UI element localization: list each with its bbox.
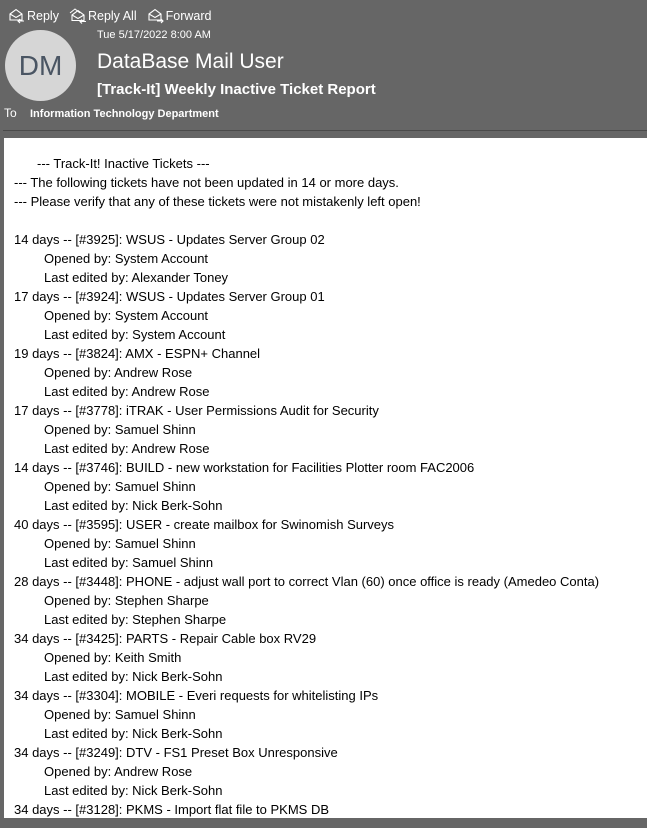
reply-icon [8,8,26,24]
ticket-last-edited-by: Last edited by: Nick Berk-Sohn [44,783,223,798]
message-toolbar [0,6,213,26]
ticket-entry [14,629,647,686]
reply-label: Reply [27,9,59,23]
intro-line-2: --- Please verify that any of these tickets were not mistakenly left open! [14,194,421,209]
ticket-last-edited-by: Last edited by: Andrew Rose [44,384,210,399]
ticket-summary: 19 days -- [#3824]: AMX - ESPN+ Channel [14,346,261,361]
reply-all-icon [69,8,87,24]
message-subject: [Track-It] Weekly Inactive Ticket Report [97,81,376,98]
ticket-opened-by: Opened by: Andrew Rose [44,365,193,380]
ticket-last-edited-by: Last edited by: System Account [44,327,226,342]
ticket-opened-by: Opened by: System Account [44,308,209,323]
sender-avatar[interactable] [5,30,76,101]
reply-all-label: Reply All [87,9,137,23]
ticket-entry [14,401,647,458]
ticket-entry [14,515,647,572]
spacer [14,211,647,230]
ticket-opened-by: Opened by: Samuel Shinn [44,479,196,494]
reply-all-button[interactable] [69,8,137,24]
forward-button[interactable] [147,8,212,24]
report-title: --- Track-It! Inactive Tickets --- [37,156,210,171]
ticket-entry [14,287,647,344]
ticket-opened-by: Opened by: Samuel Shinn [44,422,196,437]
ticket-summary: 34 days -- [#3425]: PARTS - Repair Cable box RV29 [14,631,317,646]
ticket-entry [14,458,647,515]
ticket-summary: 14 days -- [#3925]: WSUS - Updates Server Group 02 [14,232,325,247]
ticket-opened-by: Opened by: Andrew Rose [44,764,193,779]
ticket-entry [14,230,647,287]
ticket-entry [14,800,647,818]
ticket-last-edited-by: Last edited by: Andrew Rose [44,441,210,456]
reply-button[interactable] [8,8,59,24]
ticket-last-edited-by: Last edited by: Nick Berk-Sohn [44,669,223,684]
ticket-summary: 34 days -- [#3304]: MOBILE - Everi requests for whitelisting IPs [14,688,379,703]
ticket-last-edited-by: Last edited by: Samuel Shinn [44,555,214,570]
ticket-summary: 28 days -- [#3448]: PHONE - adjust wall port to correct Vlan (60) once office is ready (Amedeo Conta) [14,574,600,589]
ticket-summary: 14 days -- [#3746]: BUILD - new workstation for Facilities Plotter room FAC2006 [14,460,475,475]
header-divider [3,130,647,131]
ticket-last-edited-by: Last edited by: Alexander Toney [44,270,229,285]
ticket-entry [14,743,647,800]
ticket-summary: 34 days -- [#3249]: DTV - FS1 Preset Box Unresponsive [14,745,338,760]
intro-line-1: --- The following tickets have not been updated in 14 or more days. [14,175,399,190]
ticket-summary: 17 days -- [#3778]: iTRAK - User Permissions Audit for Security [14,403,379,418]
ticket-last-edited-by: Last edited by: Nick Berk-Sohn [44,498,223,513]
ticket-opened-by: Opened by: Samuel Shinn [44,707,196,722]
ticket-summary: 34 days -- [#3128]: PKMS - Import flat file to PKMS DB [14,802,330,817]
ticket-opened-by: Opened by: System Account [44,251,209,266]
to-label: To [4,106,17,120]
ticket-entry [14,572,647,629]
avatar-initials: DM [18,49,63,81]
ticket-opened-by: Opened by: Samuel Shinn [44,536,196,551]
ticket-opened-by: Opened by: Keith Smith [44,650,182,665]
sender-name[interactable]: DataBase Mail User [97,50,284,73]
message-date: Tue 5/17/2022 8:00 AM [97,29,211,41]
recipients-row [4,106,219,120]
to-recipient[interactable]: Information Technology Department [30,108,219,120]
forward-label: Forward [165,9,212,23]
ticket-last-edited-by: Last edited by: Stephen Sharpe [44,612,227,627]
forward-icon [147,8,165,24]
ticket-last-edited-by: Last edited by: Nick Berk-Sohn [44,726,223,741]
message-body [4,138,647,818]
ticket-opened-by: Opened by: Stephen Sharpe [44,593,209,608]
ticket-summary: 17 days -- [#3924]: WSUS - Updates Server Group 01 [14,289,325,304]
ticket-entry [14,686,647,743]
ticket-summary: 40 days -- [#3595]: USER - create mailbox for Swinomish Surveys [14,517,395,532]
ticket-entry [14,344,647,401]
